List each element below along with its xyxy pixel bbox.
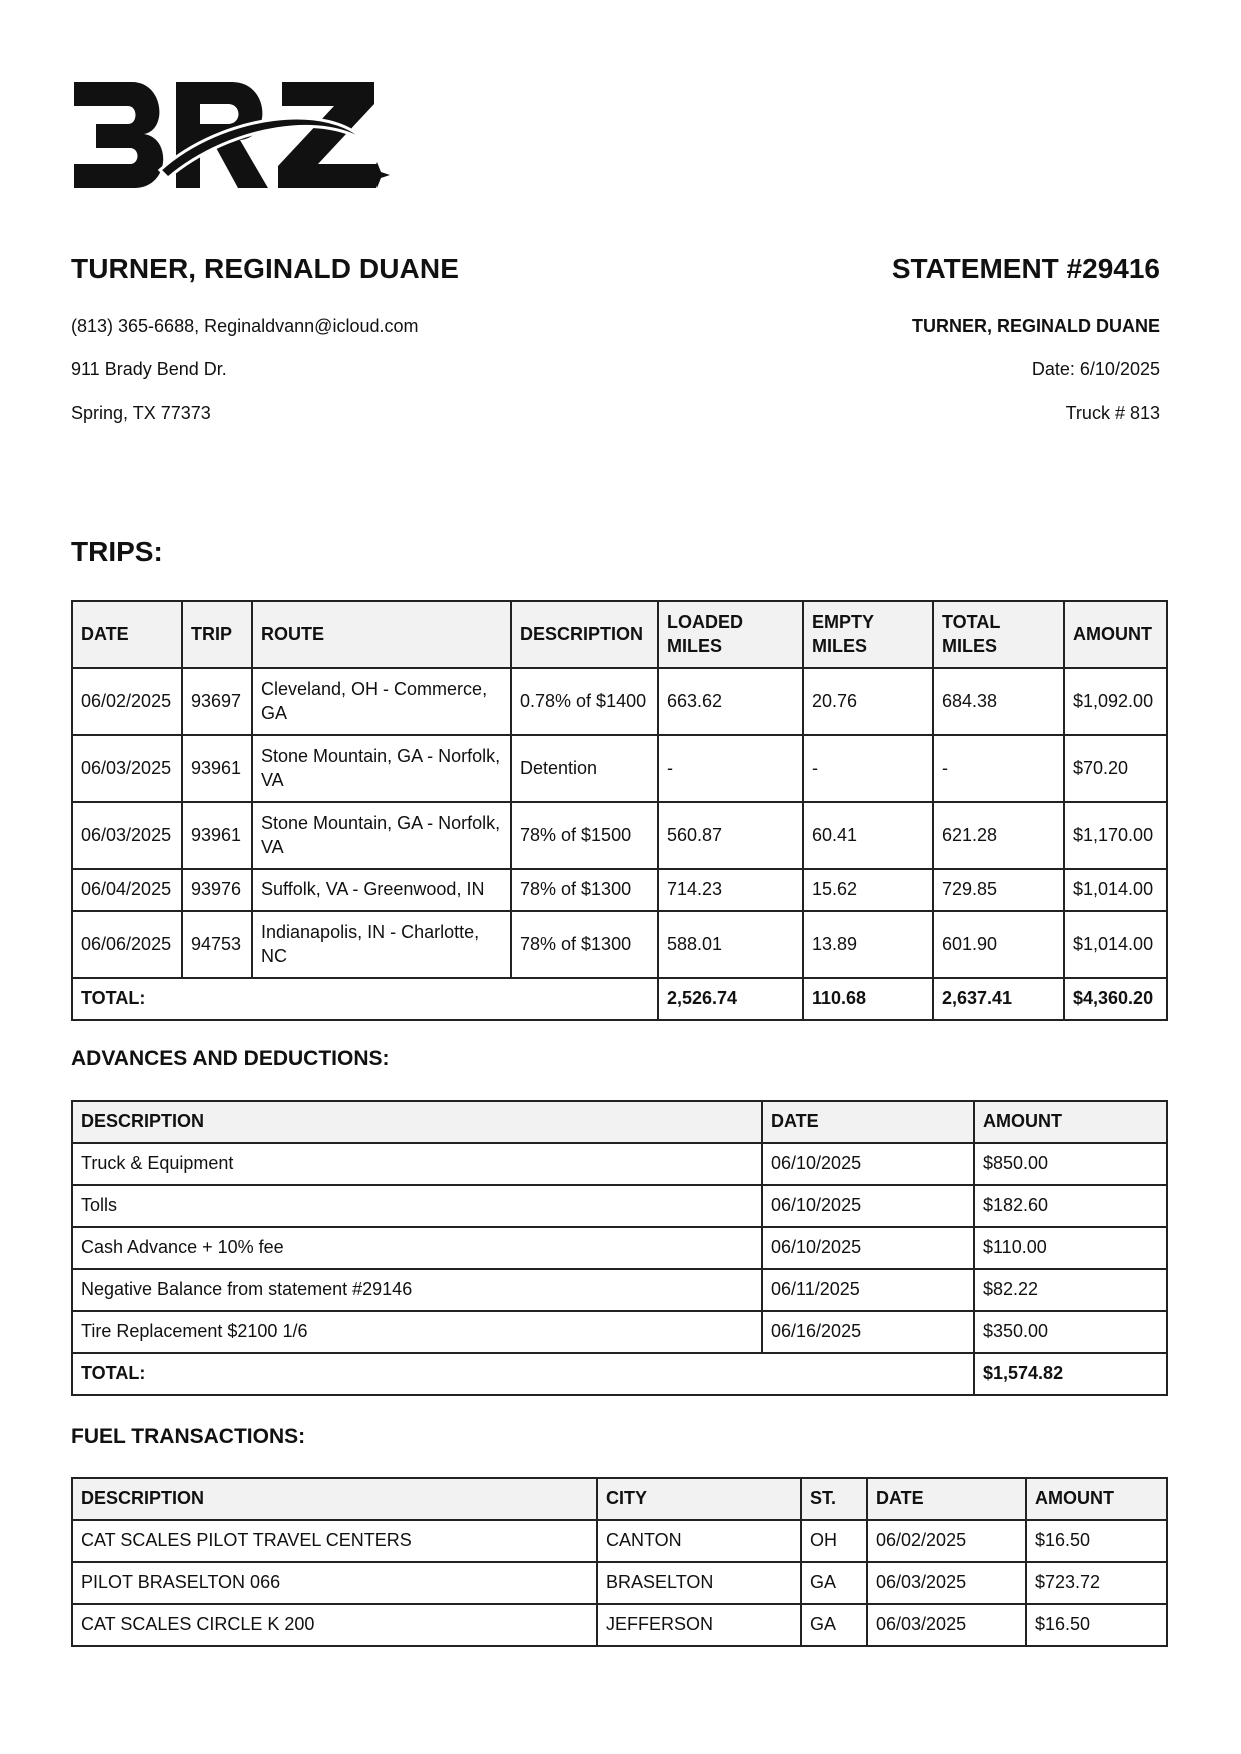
trip-date: 06/03/2025 — [72, 735, 182, 802]
fuel-header-date: DATE — [867, 1478, 1026, 1520]
trips-table — [71, 600, 1168, 1021]
trip-empty-miles: 20.76 — [803, 668, 933, 735]
trip-empty-miles: 13.89 — [803, 911, 933, 978]
fuel-header-city: CITY — [597, 1478, 801, 1520]
trip-number: 94753 — [182, 911, 252, 978]
trips-header-total-miles: TOTAL MILES — [933, 601, 1064, 668]
trip-date: 06/02/2025 — [72, 668, 182, 735]
trips-header-empty-miles: EMPTY MILES — [803, 601, 933, 668]
table-row — [72, 735, 1167, 802]
trip-amount: $1,170.00 — [1064, 802, 1167, 869]
trip-number: 93697 — [182, 668, 252, 735]
fuel-date: 06/03/2025 — [867, 1562, 1026, 1604]
fuel-description: PILOT BRASELTON 066 — [72, 1562, 597, 1604]
fuel-date: 06/03/2025 — [867, 1604, 1026, 1646]
fuel-header-description: DESCRIPTION — [72, 1478, 597, 1520]
table-row — [72, 869, 1167, 911]
statement-driver-name: TURNER, REGINALD DUANE — [911, 316, 1160, 336]
trips-header-description: DESCRIPTION — [511, 601, 658, 668]
advances-header-amount: AMOUNT — [974, 1101, 1167, 1143]
fuel-header-amount: AMOUNT — [1026, 1478, 1167, 1520]
trip-date: 06/03/2025 — [72, 802, 182, 869]
advance-date: 06/10/2025 — [762, 1185, 974, 1227]
trips-header-trip: TRIP — [182, 601, 252, 668]
fuel-section-title: FUEL TRANSACTIONS: — [71, 1425, 306, 1448]
table-row — [72, 1269, 1167, 1311]
trip-route: Cleveland, OH - Commerce, GA — [252, 668, 511, 735]
trips-header-amount: AMOUNT — [1064, 601, 1167, 668]
trips-header-route: ROUTE — [252, 601, 511, 668]
advance-date: 06/16/2025 — [762, 1311, 974, 1353]
fuel-city: CANTON — [597, 1520, 801, 1562]
trip-loaded-miles: - — [658, 735, 803, 802]
advance-date: 06/10/2025 — [762, 1143, 974, 1185]
fuel-description: CAT SCALES CIRCLE K 200 — [72, 1604, 597, 1646]
statement-truck: Truck # 813 — [1065, 403, 1160, 423]
trip-amount: $1,014.00 — [1064, 869, 1167, 911]
table-row — [72, 1562, 1167, 1604]
trip-number: 93976 — [182, 869, 252, 911]
advance-description: Cash Advance + 10% fee — [72, 1227, 762, 1269]
table-row — [72, 668, 1167, 735]
trip-empty-miles: - — [803, 735, 933, 802]
advance-date: 06/11/2025 — [762, 1269, 974, 1311]
fuel-table — [71, 1477, 1168, 1647]
driver-address-line2: Spring, TX 77373 — [71, 403, 211, 423]
advances-total-row — [72, 1353, 1167, 1395]
trip-description: 78% of $1500 — [511, 802, 658, 869]
advance-description: Negative Balance from statement #29146 — [72, 1269, 762, 1311]
advance-amount: $850.00 — [974, 1143, 1167, 1185]
trip-description: 0.78% of $1400 — [511, 668, 658, 735]
trip-loaded-miles: 560.87 — [658, 802, 803, 869]
fuel-amount: $16.50 — [1026, 1604, 1167, 1646]
trips-header-loaded-miles: LOADED MILES — [658, 601, 803, 668]
advances-table — [71, 1100, 1168, 1396]
table-row — [72, 911, 1167, 978]
advances-header-row — [72, 1101, 1167, 1143]
advances-header-description: DESCRIPTION — [72, 1101, 762, 1143]
statement-title: STATEMENT #29416 — [891, 253, 1160, 284]
trip-route: Stone Mountain, GA - Norfolk, VA — [252, 735, 511, 802]
table-row — [72, 1604, 1167, 1646]
trip-total-miles: 729.85 — [933, 869, 1064, 911]
trip-amount: $1,014.00 — [1064, 911, 1167, 978]
trip-total-miles: 601.90 — [933, 911, 1064, 978]
trip-amount: $1,092.00 — [1064, 668, 1167, 735]
fuel-header-state: ST. — [801, 1478, 867, 1520]
trip-number: 93961 — [182, 735, 252, 802]
advances-section-title: ADVANCES AND DEDUCTIONS: — [71, 1047, 390, 1070]
driver-name: TURNER, REGINALD DUANE — [71, 253, 459, 284]
driver-address-line1: 911 Brady Bend Dr. — [71, 359, 227, 379]
fuel-amount: $16.50 — [1026, 1520, 1167, 1562]
trips-total-miles: 2,637.41 — [933, 978, 1064, 1020]
trips-header-date: DATE — [72, 601, 182, 668]
trips-total-loaded: 2,526.74 — [658, 978, 803, 1020]
trip-number: 93961 — [182, 802, 252, 869]
table-row — [72, 1520, 1167, 1562]
table-row — [72, 802, 1167, 869]
advance-amount: $82.22 — [974, 1269, 1167, 1311]
statement-date: Date: 6/10/2025 — [1031, 359, 1160, 379]
trip-date: 06/06/2025 — [72, 911, 182, 978]
fuel-date: 06/02/2025 — [867, 1520, 1026, 1562]
trip-total-miles: - — [933, 735, 1064, 802]
fuel-state: GA — [801, 1562, 867, 1604]
fuel-state: OH — [801, 1520, 867, 1562]
trip-route: Suffolk, VA - Greenwood, IN — [252, 869, 511, 911]
trip-loaded-miles: 588.01 — [658, 911, 803, 978]
table-row — [72, 1227, 1167, 1269]
advances-total-amount: $1,574.82 — [974, 1353, 1167, 1395]
trip-total-miles: 684.38 — [933, 668, 1064, 735]
trip-description: Detention — [511, 735, 658, 802]
trip-route: Indianapolis, IN - Charlotte, NC — [252, 911, 511, 978]
trip-empty-miles: 15.62 — [803, 869, 933, 911]
advances-total-label: TOTAL: — [72, 1353, 974, 1395]
advances-header-date: DATE — [762, 1101, 974, 1143]
fuel-header-row — [72, 1478, 1167, 1520]
table-row — [72, 1185, 1167, 1227]
trip-amount: $70.20 — [1064, 735, 1167, 802]
table-row — [72, 1143, 1167, 1185]
fuel-state: GA — [801, 1604, 867, 1646]
trips-total-row — [72, 978, 1167, 1020]
advance-description: Tire Replacement $2100 1/6 — [72, 1311, 762, 1353]
fuel-amount: $723.72 — [1026, 1562, 1167, 1604]
trips-header-row — [72, 601, 1167, 668]
trip-total-miles: 621.28 — [933, 802, 1064, 869]
trip-loaded-miles: 714.23 — [658, 869, 803, 911]
trips-section-title: TRIPS: — [71, 536, 163, 567]
trip-description: 78% of $1300 — [511, 911, 658, 978]
advance-description: Tolls — [72, 1185, 762, 1227]
trips-total-empty: 110.68 — [803, 978, 933, 1020]
trips-total-amount: $4,360.20 — [1064, 978, 1167, 1020]
trip-description: 78% of $1300 — [511, 869, 658, 911]
trip-loaded-miles: 663.62 — [658, 668, 803, 735]
trip-date: 06/04/2025 — [72, 869, 182, 911]
table-row — [72, 1311, 1167, 1353]
advance-amount: $110.00 — [974, 1227, 1167, 1269]
driver-contact: (813) 365-6688, Reginaldvann@icloud.com — [71, 316, 419, 336]
trip-route: Stone Mountain, GA - Norfolk, VA — [252, 802, 511, 869]
fuel-description: CAT SCALES PILOT TRAVEL CENTERS — [72, 1520, 597, 1562]
fuel-city: BRASELTON — [597, 1562, 801, 1604]
advance-amount: $350.00 — [974, 1311, 1167, 1353]
advance-date: 06/10/2025 — [762, 1227, 974, 1269]
fuel-city: JEFFERSON — [597, 1604, 801, 1646]
trips-total-label: TOTAL: — [72, 978, 658, 1020]
advance-description: Truck & Equipment — [72, 1143, 762, 1185]
trip-empty-miles: 60.41 — [803, 802, 933, 869]
company-logo — [72, 78, 392, 196]
advance-amount: $182.60 — [974, 1185, 1167, 1227]
